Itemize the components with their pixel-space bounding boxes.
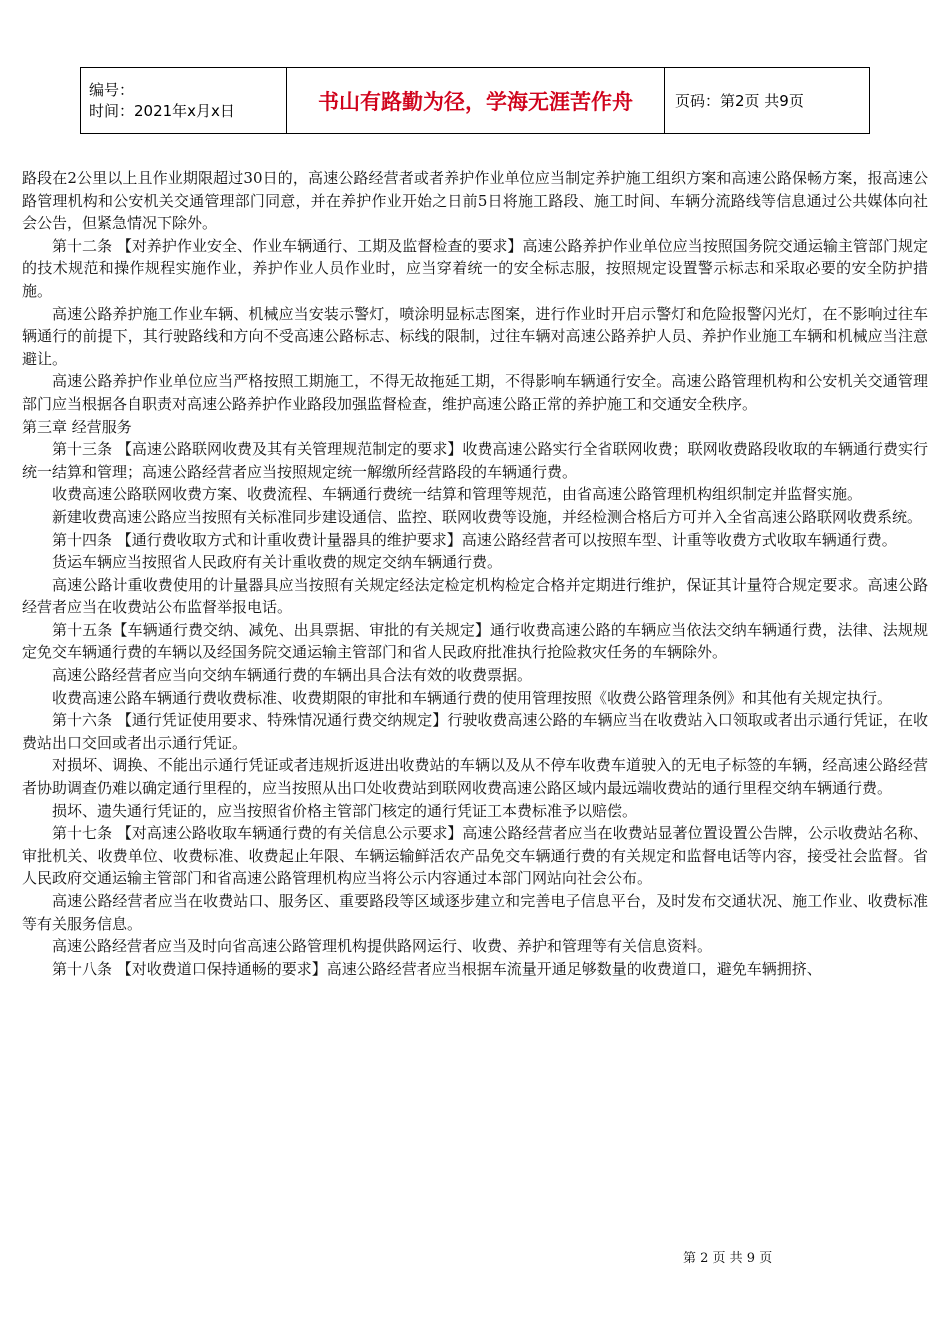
motto: 书山有路勤为径，学海无涯苦作舟 <box>287 68 665 134</box>
paragraph: 高速公路经营者应当及时向省高速公路管理机构提供路网运行、收费、养护和管理等有关信息资料。 <box>52 937 713 956</box>
paragraph: 高速公路计重收费使用的计量器具应当按照有关规定经法定检定机构检定合格并定期进行维护，保证其计量符合规定要求。高速公路经营者应当在收费站公布监督举报电话。 <box>22 575 928 617</box>
paragraph: 收费高速公路联网收费方案、收费流程、车辆通行费统一结算和管理等规范，由省高速公路管理机构组织制定并监督实施。 <box>52 485 863 504</box>
header-info-cell <box>81 68 287 134</box>
time-label: 时间：2021年x月x日 <box>89 101 235 120</box>
document-header <box>80 67 870 134</box>
paragraph: 高速公路养护作业单位应当严格按照工期施工，不得无故拖延工期，不得影响车辆通行安全。高速公路管理机构和公安机关交通管理部门应当根据各自职责对高速公路养护作业路段加强监督检查，维护高速公路正常的养护施工和交通安全秩序。 <box>22 372 928 413</box>
page-footer: 第 2 页 共 9 页 <box>683 1251 773 1266</box>
paragraph: 第十三条 【高速公路联网收费及其有关管理规范制定的要求】收费高速公路实行全省联网收费；联网收费路段收取的车辆通行费实行统一结算和管理；高速公路经营者应当按照规定统一解缴所经营路段的车辆通行费。 <box>22 440 928 481</box>
paragraph: 第十二条 【对养护作业安全、作业车辆通行、工期及监督检查的要求】高速公路养护作业单位应当按照国务院交通运输主管部门规定的技术规范和操作规程实施作业，养护作业人员作业时，应当穿着统一的安全标志服，按照规定设置警示标志和采取必要的安全防护措施。 <box>22 236 928 300</box>
paragraph: 第十四条 【通行费收取方式和计重收费计量器具的维护要求】高速公路经营者可以按照车型、计重等收费方式收取车辆通行费。 <box>52 530 897 549</box>
paragraph: 第十五条【车辆通行费交纳、减免、出具票据、审批的有关规定】通行收费高速公路的车辆应当依法交纳车辆通行费，法律、法规规定免交车辆通行费的车辆以及经国务院交通运输主管部门和省人民政府批准执行抢险救灾任务的车辆除外。 <box>22 620 928 662</box>
number-label: 编号： <box>89 80 135 99</box>
paragraph: 高速公路经营者应当在收费站口、服务区、重要路段等区域逐步建立和完善电子信息平台，及时发布交通状况、施工作业、收费标准等有关服务信息。 <box>22 892 928 933</box>
paragraph: 收费高速公路车辆通行费收费标准、收费期限的审批和车辆通行费的使用管理按照《收费公路管理条例》和其他有关规定执行。 <box>52 688 893 707</box>
page-label: 页码：第2页 共9页 <box>665 68 870 134</box>
paragraph: 新建收费高速公路应当按照有关标准同步建设通信、监控、联网收费等设施，并经检测合格后方可并入全省高速公路联网收费系统。 <box>52 507 923 526</box>
paragraph: 第十八条 【对收费道口保持通畅的要求】高速公路经营者应当根据车流量开通足够数量的收费道口，避免车辆拥挤、 <box>52 959 822 978</box>
paragraph: 高速公路养护施工作业车辆、机械应当安装示警灯，喷涂明显标志图案，进行作业时开启示警灯和危险报警闪光灯，在不影响过往车辆通行的前提下，其行驶路线和方向不受高速公路标志、标线的限制，过往车辆对高速公路养护人员、养护作业施工车辆和机械应当注意避让。 <box>22 304 928 368</box>
paragraph: 路段在2公里以上且作业期限超过30日的，高速公路经营者或者养护作业单位应当制定养护施工组织方案和高速公路保畅方案，报高速公路管理机构和公安机关交通管理部门同意，并在养护作业开始之日前5日将施工路段、施工时间、车辆分流路线等信息通过公共媒体向社会公告，但紧急情况下除外。 <box>22 169 928 233</box>
document-body <box>22 167 928 980</box>
paragraph: 第十七条 【对高速公路收取车辆通行费的有关信息公示要求】高速公路经营者应当在收费站显著位置设置公告牌，公示收费站名称、审批机关、收费单位、收费标准、收费起止年限、车辆运输鲜活农产品免交车辆通行费的有关规定和监督电话等内容，接受社会监督。省人民政府交通运输主管部门和省高速公路管理机构应当将公示内容通过本部门网站向社会公布。 <box>22 824 928 888</box>
paragraph: 货运车辆应当按照省人民政府有关计重收费的规定交纳车辆通行费。 <box>52 553 503 572</box>
paragraph: 第十六条 【通行凭证使用要求、特殊情况通行费交纳规定】行驶收费高速公路的车辆应当在收费站入口领取或者出示通行凭证，在收费站出口交回或者出示通行凭证。 <box>22 711 928 752</box>
chapter-heading: 第三章 经营服务 <box>22 417 132 436</box>
paragraph: 高速公路经营者应当向交纳车辆通行费的车辆出具合法有效的收费票据。 <box>52 666 533 685</box>
paragraph: 损坏、遗失通行凭证的，应当按照省价格主管部门核定的通行凭证工本费标准予以赔偿。 <box>52 801 638 820</box>
paragraph: 对损坏、调换、不能出示通行凭证或者违规折返进出收费站的车辆以及从不停车收费车道驶入的无电子标签的车辆，经高速公路经营者协助调查仍难以确定通行里程的，应当按照从出口处收费站到联网收费高速公路区域内最远端收费站的通行里程交纳车辆通行费。 <box>22 756 928 798</box>
